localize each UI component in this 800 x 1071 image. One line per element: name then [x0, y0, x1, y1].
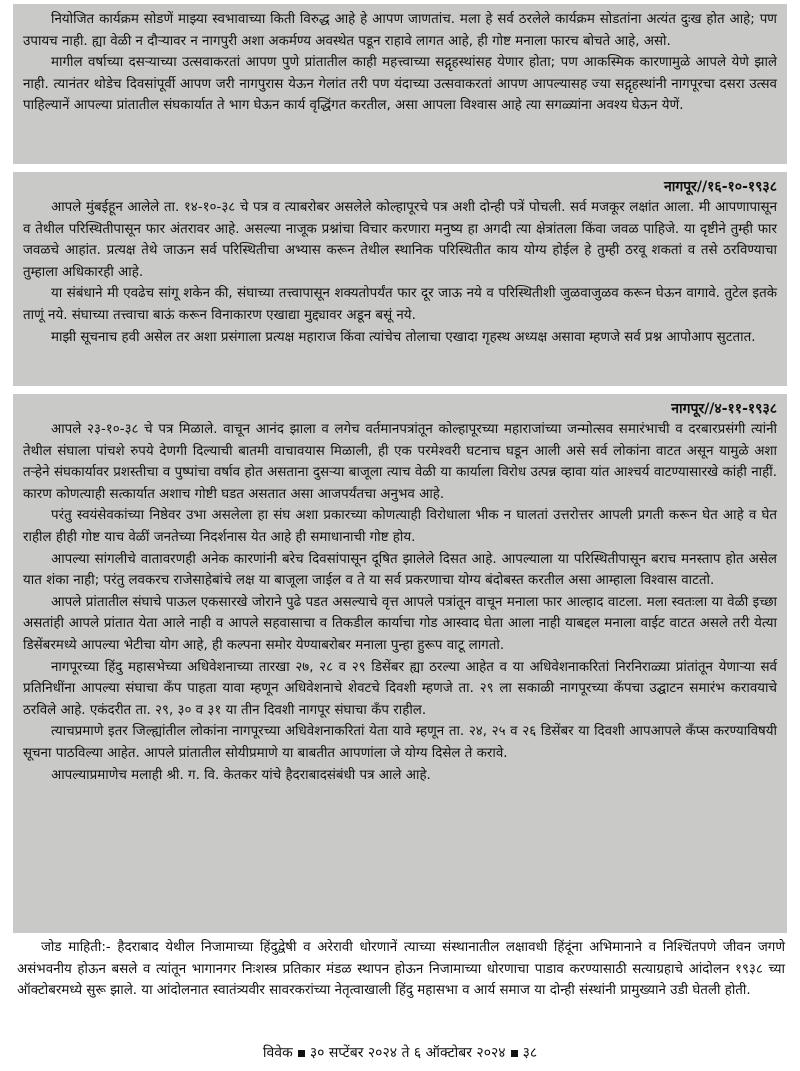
page-number: ३८ [522, 1045, 538, 1061]
square-bullet-icon [298, 1050, 305, 1057]
paragraph: त्याचप्रमाणे इतर जिल्ह्यांतील लोकांना नागपूरच्या अधिवेशनाकरितां येता यावे म्हणून ता. २४, २५ व २६ डिसेंबर या दिवशी आपआपले कँप्स करण्याविषयी सूचना पाठविल्या आहेत. आपले प्रांतातील सोयीप्रमाणे या बाबतीत आपणांला जे योग्य दिसेल ते करावे. [23, 724, 777, 761]
paragraph: परंतु स्वयंसेवकांच्या निष्ठेवर उभा असलेला हा संघ अशा प्रकारच्या कोणत्याही विरोधाला भीक न घालतां उत्तरोत्तर आपली प्रगती करून घेत आहे व घेत राहील हीही गोष्ट याच वेळीं जनतेच्या निदर्शनास येत आहे ही समाधानाची गोष्ट होय. [23, 508, 777, 545]
paragraph: आपल्याप्रमाणेच मलाही श्री. ग. वि. केतकर यांचे हैदराबादसंबंधी पत्र आले आहे. [51, 767, 431, 783]
issue-dates: ३० सप्टेंबर २०२४ ते ६ ऑक्टोबर २०२४ [309, 1045, 506, 1061]
additional-info-note: जोड माहिती:- हैदराबाद येथील निजामाच्या हिंदुद्वेषी व अरेरावी धोरणानें त्याच्या संस्थानातील लक्षावधी हिंदूंना अभिमानाने व निश्चिंतपणे जीवन जगणे असंभवनीय होऊन बसले व त्यांतून भागानगर निःशस्त्र प्रतिकार मंडळ स्थापन होऊन निजामाच्या धोरणाचा पाडाव करण्यासाठी सत्याग्रहाचे आंदोलन १९३८ च्या ऑक्टोबरमध्ये सुरू झाले. या आंदोलनात स्वातंत्र्यवीर सावरकरांच्या नेतृत्वाखाली हिंदु महासभा व आर्य समाज या दोन्ही संस्थांनी प्रामुख्याने उडी घेतली होती. [17, 940, 785, 999]
page-footer [0, 1043, 800, 1063]
letter-section-1 [13, 4, 787, 164]
paragraph: आपले २३-१०-३८ चे पत्र मिळाले. वाचून आनंद झाला व लगेच वर्तमानपत्रांतून कोल्हापूरच्या महाराजांच्या जन्मोत्सव समारंभाची व दरबारप्रसंगी त्यांनी तेथील संघाला पांचशे रुपये देणगी दिल्याची बातमी वाचावयास मिळाली, ही एक परमेश्वरी घटनाच घडून आली असे सर्व लोकांना वाटत असून यामुळे अशा तऱ्हेने संघकार्यावर प्रशस्तीचा व पुष्पांचा वर्षाव होत असताना दुसऱ्या बाजूला त्याच वेळी या कार्याला विरोध उत्पन्न व्हावा यांत आश्चर्य वाटण्यासारखे कांही नाहीं. कारण कोणत्याही सत्कार्यात अशाच गोष्टी घडत असतात असा आजपर्यंतचा अनुभव आहे. [23, 422, 777, 502]
paragraph: नागपूरच्या हिंदु महासभेच्या अधिवेशनाच्या तारखा २७, २८ व २९ डिसेंबर ह्या ठरल्या आहेत व या अधिवेशनाकरितां निरनिराळ्या प्रांतांतून येणाऱ्या सर्व प्रतिनिधींना आपल्या संघाचा कँप पाहता यावा म्हणून अधिवेशनाचे शेवटचे दिवशी म्हणजे ता. २९ ला सकाळी नागपूरच्या कँपचा उद्घाटन समारंभ करावयाचे ठरविले आहे. एकंदरीत ता. २९, ३० व ३१ या तीन दिवशी नागपूर संघाचा कँप राहील. [23, 659, 777, 718]
letter-section-3 [13, 394, 787, 933]
paragraph: आपले मुंबईहून आलेले ता. १४-१०-३८ चे पत्र व त्याबरोबर असलेले कोल्हापूरचे पत्र अशी दोन्ही पत्रें पोचली. सर्व मजकूर लक्षांत आला. मी आपणापासून व तेथील परिस्थितीपासून फार अंतरावर आहे. असल्या नाजूक प्रश्नांचा विचार करणारा मनुष्य हा अगदी त्या क्षेत्रांतला किंवा जवळ पाहिजे. या दृष्टीने तुम्ही फार जवळचे आहांत. प्रत्यक्ष तेथे जाऊन सर्व परिस्थितीचा अभ्यास करून तेथील स्थानिक परिस्थितीत काय योग्य होईल हे तुम्ही ठरवू शकतां व तसे ठरविण्याचा तुम्हाला अधिकारही आहे. [23, 200, 777, 280]
paragraph: या संबंधाने मी एवढेच सांगू शकेन की, संघाच्या तत्त्वापासून शक्यतोपर्यंत फार दूर जाऊ नये व परिस्थितीशी जुळवाजुळव करून घेऊन वागावे. तुटेल इतके ताणूं नये. संघाच्या तत्त्वाचा बाऊं करून विनाकारण एखाद्या मुद्द्यावर अडून बसूं नये. [23, 286, 777, 323]
square-bullet-icon [511, 1050, 518, 1057]
paragraph: आपल्या सांगलीचे वातावरणही अनेक कारणांनी बरेच दिवसांपासून दूषित झालेले दिसत आहे. आपल्याला या परिस्थितीपासून बराच मनस्ताप होत असेल यात शंका नाही; परंतु लवकरच राजेसाहेबांचे लक्ष या बाजूला जाईल व ते या सर्व प्रकरणाचा योग्य बंदोबस्त करतील असा आम्हाला विश्वास वाटतो. [23, 551, 777, 589]
letter-dateline: नागपूर//१६-१०-१९३८ [663, 179, 777, 195]
letter-dateline: नागपूर//४-११-१९३८ [671, 401, 777, 417]
paragraph: माझी सूचनाच हवी असेल तर अशा प्रसंगाला प्रत्यक्ष महाराज किंवा त्यांचेच तोलाचा एखादा गृहस्थ अध्यक्ष असावा म्हणजे सर्व प्रश्न आपोआप सुटतात. [51, 329, 756, 345]
paragraph: आपले प्रांतातील संघाचे पाऊल एकसारखे जोराने पुढे पडत असल्याचे वृत्त आपले पत्रांतून वाचून मनाला फार आल्हाद वाटला. मला स्वतःला या वेळी इच्छा असतांही आपले प्रांतात येता आले नाही व आपले सहवासाचा व तिकडील कार्याचा गोड आस्वाद घेता आला नाही याबद्दल मनाला वाईट वाटत असले तरी येत्या डिसेंबरमध्ये आपल्या भेटीचा योग आहे, ही कल्पना समोर येण्याबरोबर मनाला पुन्हा हुरूप वाटू लागतो. [23, 594, 777, 653]
letter-section-2 [13, 172, 787, 386]
paragraph: मागील वर्षाच्या दसऱ्याच्या उत्सवाकरतां आपण पुणे प्रांतातील काही महत्त्वाच्या सद्गृहस्थांसह येणार होता; पण आकस्मिक कारणामुळे आपले येणे झाले नाही. त्यानंतर थोडेच दिवसांपूर्वी आपण जरी नागपुरास येऊन गेलांत तरी पण यंदाच्या उत्सवाकरतां आपण आपल्यासह ज्या सद्गृहस्थांनी नागपूरचा दसरा उत्सव पाहिल्यानें आपल्या प्रांतातील संघकार्यात ते भाग घेऊन कार्य वृद्धिंगत करतील, असा आपला विश्वास आहे त्या सगळ्यांना अवश्य घेऊन येणें. [23, 55, 777, 114]
paragraph: नियोजित कार्यक्रम सोडणें माझ्या स्वभावाच्या किती विरुद्ध आहे हे आपण जाणतांच. मला हे सर्व ठरलेले कार्यक्रम सोडतांना अत्यंत दुःख होत आहे; पण उपायच नाही. ह्या वेळी न दौऱ्यावर न नागपुरी अशा अकर्मण्य अवस्थेत पडून राहावे लागत आहे, ही गोष्ट मनाला फारच बोचते आहे, असो. [23, 12, 777, 49]
publication-name: विवेक [262, 1045, 293, 1061]
